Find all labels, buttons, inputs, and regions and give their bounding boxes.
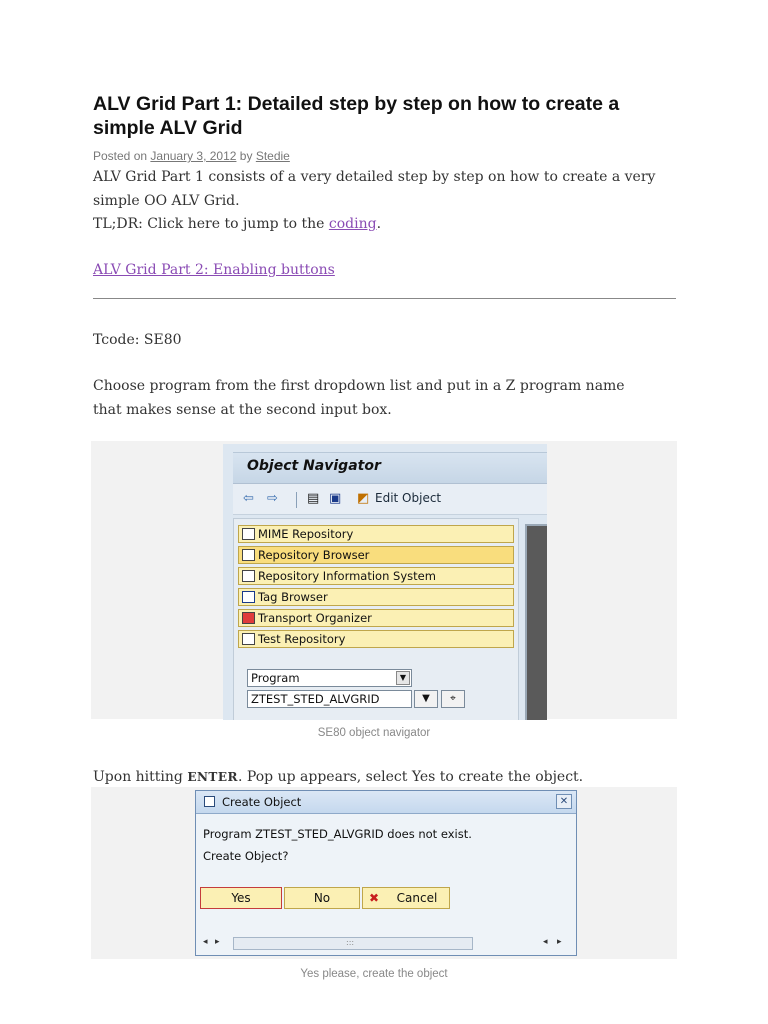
nav-item-label: Repository Browser xyxy=(258,548,370,562)
tldr-suffix: . xyxy=(376,216,382,232)
nav-repository-browser[interactable] xyxy=(238,546,514,564)
tag-icon xyxy=(242,591,255,603)
part2-paragraph xyxy=(93,258,335,282)
coding-link[interactable]: coding xyxy=(328,216,377,232)
hierarchy-icon xyxy=(242,549,255,561)
navigator-title: Object Navigator xyxy=(247,458,381,474)
cancel-x-icon: ✖ xyxy=(369,891,380,905)
part2-link[interactable]: ALV Grid Part 2: Enabling buttons xyxy=(93,262,335,278)
enter-paragraph xyxy=(93,765,683,789)
edit-icon xyxy=(242,528,255,540)
nav-item-label: Test Repository xyxy=(258,632,346,646)
cancel-label: Cancel xyxy=(396,891,438,905)
scroll-left-icon-2[interactable]: ◂ xyxy=(543,937,548,947)
dialog-title: Create Object xyxy=(222,795,302,809)
intro-paragraph: ALV Grid Part 1 consists of a very detailed step by step on how to create a very simple OO ALV Grid. xyxy=(93,169,656,209)
truck-icon xyxy=(242,612,255,624)
nav-transport-organizer[interactable] xyxy=(238,609,514,627)
by-label: by xyxy=(239,149,253,163)
navigator-right-pane xyxy=(525,524,547,720)
dialog-message: Program ZTEST_STED_ALVGRID does not exist. xyxy=(203,827,472,841)
scroll-track[interactable] xyxy=(233,937,473,950)
dialog-titlebar xyxy=(196,791,576,814)
info-icon[interactable]: ▣ xyxy=(329,491,342,506)
nav-item-label: Tag Browser xyxy=(258,590,328,604)
caption-se80: SE80 object navigator xyxy=(317,727,431,739)
yes-button[interactable]: Yes xyxy=(200,887,282,909)
navigator-panel xyxy=(233,518,519,720)
enter-prefix: Upon hitting xyxy=(93,769,188,785)
nav-test-repository[interactable] xyxy=(238,630,514,648)
caption-create: Yes please, create the object xyxy=(300,968,448,980)
scroll-grip: ::: xyxy=(346,938,355,947)
no-button[interactable]: No xyxy=(284,887,360,909)
print-icon[interactable]: ▤ xyxy=(307,491,320,506)
enter-suffix: . Pop up appears, select Yes to create the object. xyxy=(237,769,584,785)
edit-object-label[interactable]: Edit Object xyxy=(375,491,442,505)
post-meta xyxy=(93,149,290,163)
posted-on-label: Posted on xyxy=(93,149,148,163)
nav-item-label: Transport Organizer xyxy=(258,611,372,625)
enter-key: ENTER xyxy=(187,770,238,784)
nav-item-label: Repository Information System xyxy=(258,569,436,583)
nav-mime-repository[interactable] xyxy=(238,525,514,543)
author-link[interactable]: Stedie xyxy=(255,149,290,163)
nav-tag-browser[interactable] xyxy=(238,588,514,606)
tldr-text: TL;DR: Click here to jump to the xyxy=(93,216,329,232)
navigator-toolbar xyxy=(233,484,547,515)
close-icon[interactable]: ✕ xyxy=(556,794,572,809)
back-arrow-icon[interactable]: ⇦ xyxy=(243,491,254,506)
display-glasses-icon[interactable]: ⌖ xyxy=(441,690,465,708)
tldr-paragraph xyxy=(93,212,683,236)
window-icon xyxy=(204,796,215,807)
object-type-select[interactable] xyxy=(247,669,412,687)
post-title: ALV Grid Part 1: Detailed step by step on how to create a simple ALV Grid xyxy=(93,93,620,139)
chevron-down-icon[interactable]: ▼ xyxy=(396,671,410,685)
navigator-titlebar xyxy=(233,452,547,484)
object-navigator-screenshot xyxy=(223,444,547,720)
create-object-dialog xyxy=(195,790,577,956)
nav-item-label: MIME Repository xyxy=(258,527,354,541)
test-icon xyxy=(242,633,255,645)
tree-icon xyxy=(242,570,255,582)
scroll-right-icon-2[interactable]: ▸ xyxy=(557,937,562,947)
post-date-link[interactable]: January 3, 2012 xyxy=(150,149,237,163)
program-name-value: ZTEST_STED_ALVGRID xyxy=(251,692,380,706)
tcode-text: Tcode: SE80 xyxy=(93,332,182,348)
scroll-right-icon[interactable]: ▸ xyxy=(215,937,220,947)
nav-repository-info-system[interactable] xyxy=(238,567,514,585)
divider xyxy=(93,298,676,299)
instruction-paragraph: Choose program from the first dropdown list and put in a Z program name that makes sense at the second input box. xyxy=(93,378,625,418)
forward-arrow-icon[interactable]: ⇨ xyxy=(267,491,278,506)
dialog-question: Create Object? xyxy=(203,849,289,863)
program-name-input[interactable] xyxy=(247,690,412,708)
cancel-button[interactable] xyxy=(362,887,450,909)
toolbar-separator xyxy=(296,492,297,508)
dropdown-button[interactable]: ▼ xyxy=(414,690,438,708)
edit-object-icon[interactable]: ◩ xyxy=(357,491,370,506)
scroll-left-icon[interactable]: ◂ xyxy=(203,937,208,947)
horizontal-scrollbar[interactable] xyxy=(201,937,571,951)
object-type-value: Program xyxy=(251,671,300,685)
